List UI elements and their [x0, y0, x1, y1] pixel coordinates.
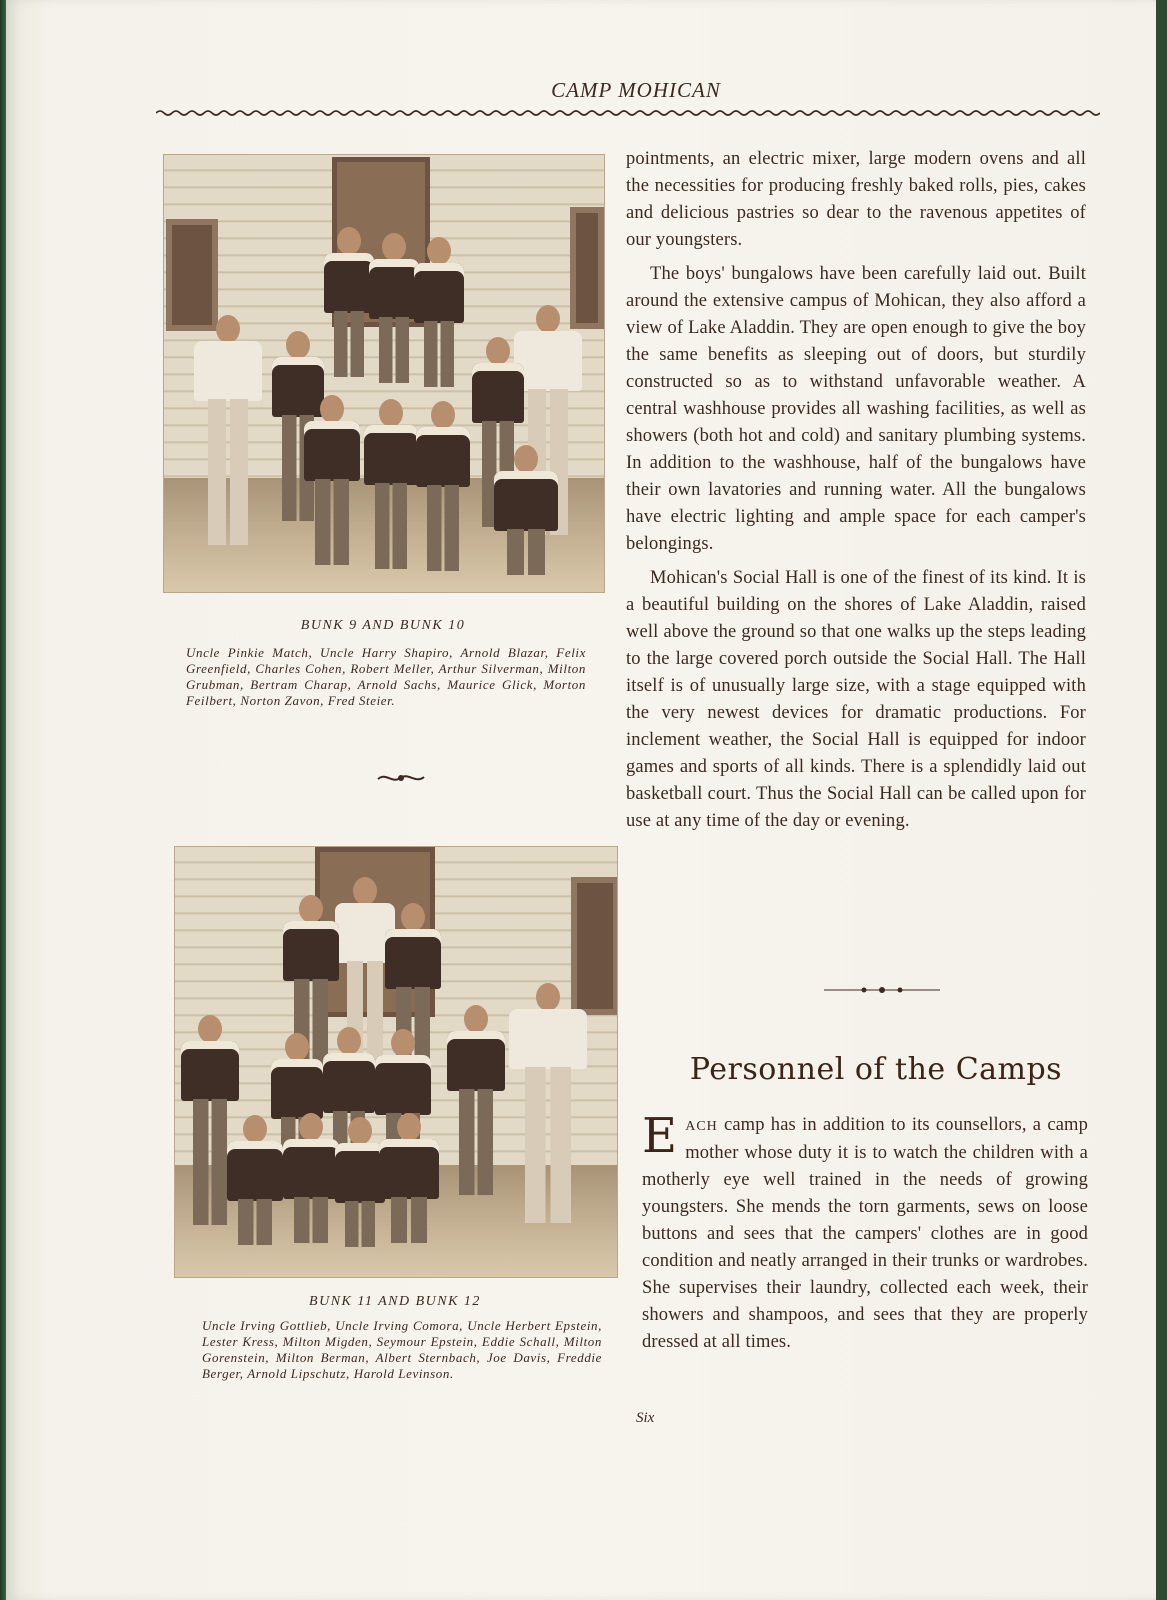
personnel-body: camp has in addition to its counsellors, a camp mother whose duty it is to watch the children with a motherly eye well trained in the needs of growing youngsters. She mends the torn garments, sews on loose buttons and sees that the campers' clothes are in good condition and neatly arranged in their trunks or wardrobes. She supervises their laundry, collected each week, their showers and shampoos, and sees that they are properly dressed at all times.	[642, 1115, 1088, 1352]
right-column-text	[626, 146, 1086, 842]
photo-bunk-9-10	[163, 154, 605, 593]
paragraph-bungalows: The boys' bungalows have been carefully laid out. Built around the extensive campus of Mohican, they also afford a view of Lake Aladdin. They are open enough to give the boy the same benefits as sleeping out of doors, but sturdily constructed so as to withstand unfavorable weather. A central washhouse provides all washing facilities, as well as showers (both hot and cold) and sanitary plumbing systems. In addition to the washhouse, half of the bungalows have their own lavatories and running water. All the bungalows have electric lighting and ample space for each camper's belongings.	[626, 264, 1086, 554]
photo-bunk-11-12	[174, 846, 618, 1278]
page-number: Six	[636, 1410, 655, 1426]
photo2-caption-title: BUNK 11 AND BUNK 12	[309, 1294, 481, 1309]
photo1-caption-title: BUNK 9 AND BUNK 10	[300, 618, 466, 633]
running-header: CAMP MOHICAN	[551, 78, 721, 102]
lead-word: ACH	[685, 1119, 718, 1134]
header-rule	[156, 108, 1100, 118]
photo2-caption-body: Uncle Irving Gottlieb, Uncle Irving Comora, Uncle Herbert Epstein, Lester Kress, Milton Migden, Seymour Epstein, Eddie Schall, Milton Gorenstein, Milton Berman, Albert Sternbach, Joe Davis, Freddie Berger, Arnold Lipschutz, Harold Levinson.	[202, 1318, 602, 1381]
ornament-fleuron	[376, 770, 426, 786]
photo1-caption-body: Uncle Pinkie Match, Uncle Harry Shapiro, Arnold Blazar, Felix Greenfield, Charles Cohen, Robert Meller, Arthur Silverman, Milton Grubman, Bertram Charap, Arnold Sachs, Maurice Glick, Morton Feilbert, Norton Zavon, Fred Steier.	[186, 645, 586, 708]
drop-cap: E	[642, 1108, 678, 1164]
section-divider	[824, 986, 940, 994]
paragraph-social-hall: Mohican's Social Hall is one of the finest of its kind. It is a beautiful building on the shores of Lake Aladdin, raised well above the ground so that one walks up the steps leading to the large covered porch outside the Social Hall. The Hall itself is of unusually large size, with a stage equipped with the very newest devices for dramatic productions. For inclement weather, the Social Hall is equipped for indoor games and sports of all kinds. There is a splendidly laid out basketball court. Thus the Social Hall can be called upon for use at any time of the day or evening.	[626, 568, 1086, 831]
paragraph-ovens: pointments, an electric mixer, large modern ovens and all the necessities for producing freshly baked rolls, pies, cakes and delicious pastries so dear to the ravenous appetites of our youngsters.	[626, 149, 1086, 250]
book-page	[6, 0, 1156, 1600]
section-title: Personnel of the Camps	[689, 1052, 1063, 1087]
personnel-text	[642, 1108, 1088, 1356]
